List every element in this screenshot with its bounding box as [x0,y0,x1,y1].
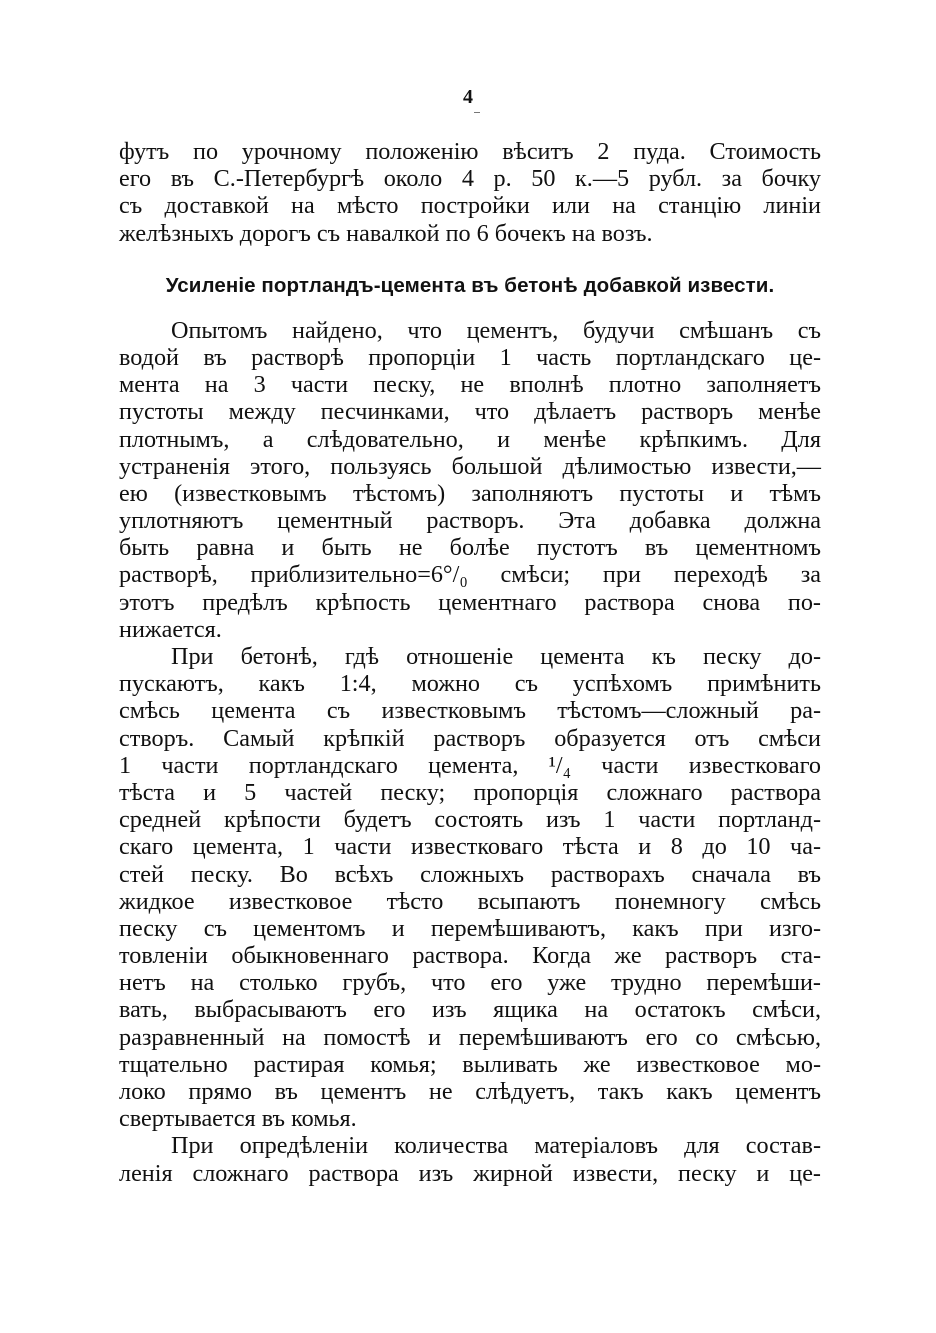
text-line: ленія сложнаго раствора изъ жирной извести, песку и це- [119,1159,821,1187]
text-line: Опытомъ найдено, что цементъ, будучи смѣшанъ съ [171,316,821,344]
text-line: водой въ растворѣ пропорціи 1 часть портландскаго це- [119,343,821,371]
page-number: 4 [463,86,473,108]
text-line: скаго цемента, 1 части известковаго тѣста и 8 до 10 ча- [119,833,821,861]
text-line: нижается. [119,615,222,643]
text-line: тщательно растирая комья; выливать же известковое мо- [119,1050,821,1078]
text-line: мента на 3 части песку, не вполнѣ плотно заполняетъ [119,371,821,399]
text-line: уплотняютъ цементный растворъ. Эта добавка должна [119,507,821,535]
text-line: песку съ цементомъ и перемѣшиваютъ, какъ при изго- [119,914,821,942]
intro-paragraph [119,138,821,247]
text-line: разравненный на помостѣ и перемѣшиваютъ его со смѣсью, [119,1023,821,1051]
text-line: 1 части портландскаго цемента, ¹/₄ части известковаго [119,751,821,779]
text-line: пустоты между песчинками, что дѣлаетъ растворъ менѣе [119,398,821,426]
text-line: вать, выбрасываютъ его изъ ящика на остатокъ смѣси, [119,996,821,1024]
text-line: ею (известковымъ тѣстомъ) заполняютъ пустоты и тѣмъ [119,479,821,507]
text-line: тѣста и 5 частей песку; пропорція сложнаго раствора [119,778,821,806]
text-line: смѣсь цемента съ известковымъ тѣстомъ—сложный ра- [119,697,821,725]
text-line: пускаютъ, какъ 1:4, можно съ успѣхомъ примѣнить [119,670,821,698]
text-line: его въ С.-Петербургѣ около 4 р. 50 к.—5 рубл. за бочку [119,165,821,193]
section-heading: Усиленіе портландъ-цемента въ бетонѣ добавкой извести. [165,273,775,297]
text-line: жидкое известковое тѣсто всыпаютъ понемногу смѣсь [119,887,821,915]
text-line: товленіи обыкновеннаго раствора. Когда же растворъ ста- [119,942,821,970]
text-line: При бетонѣ, гдѣ отношеніе цемента къ песку до- [171,643,821,670]
text-line: футъ по урочному положенію вѣситъ 2 пуда. Стоимость [119,138,821,165]
page-number-underline [474,112,480,113]
text-line: створъ. Самый крѣпкій растворъ образуется отъ смѣси [119,724,821,752]
paragraph-3 [119,1132,821,1186]
text-line: средней крѣпости будетъ состоять изъ 1 части портланд- [119,806,821,834]
text-line: желѣзныхъ дорогъ съ навалкой по 6 бочекъ на возъ. [119,219,653,247]
body-text [119,138,821,1187]
text-line: устраненія этого, пользуясь большой дѣлимостью извести,— [119,452,821,480]
text-line: свертывается въ комья. [119,1105,357,1133]
text-line: растворѣ, приблизительно=6°/₀ смѣси; при переходѣ за [119,561,821,589]
text-line: нетъ на столько грубъ, что его уже трудно перемѣши- [119,969,821,997]
text-line: локо прямо въ цементъ не слѣдуетъ, такъ какъ цементъ [119,1078,821,1105]
paragraph-2 [119,643,821,1132]
text-line: съ доставкой на мѣсто постройки или на станцію линіи [119,192,821,220]
text-line: быть равна и быть не болѣе пустотъ въ цементномъ [119,534,821,562]
text-line: плотнымъ, а слѣдовательно, и менѣе крѣпкимъ. Для [119,425,821,453]
text-line: стей песку. Во всѣхъ сложныхъ растворахъ сначала въ [119,860,821,888]
text-line: этотъ предѣлъ крѣпость цементнаго раствора снова по- [119,588,821,616]
text-line: При опредѣленіи количества матеріаловъ для состав- [171,1132,821,1160]
paragraph-1 [119,317,821,643]
